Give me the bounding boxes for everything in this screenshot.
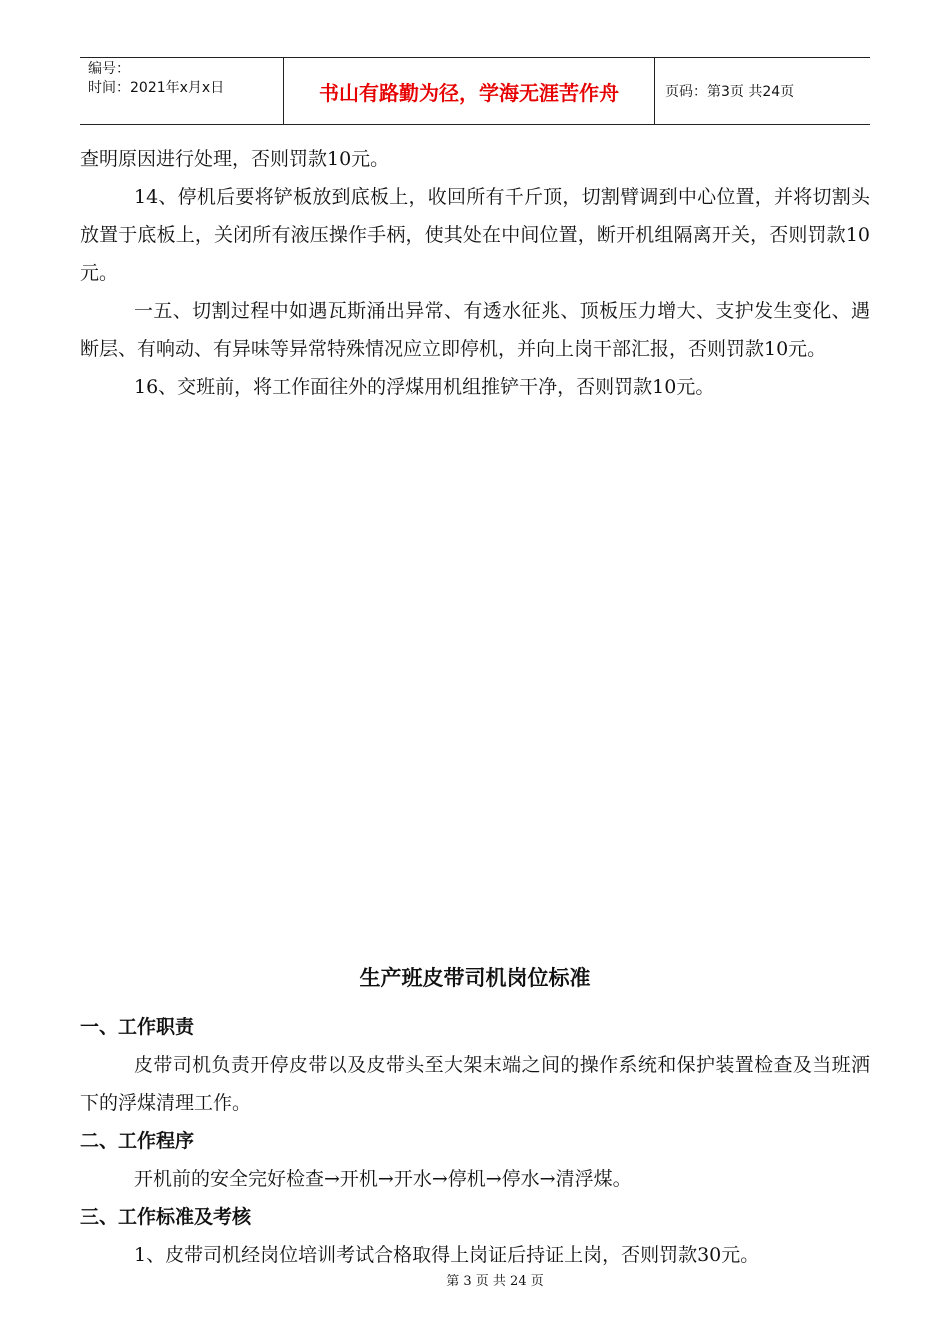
standard-item-1: 1、皮带司机经岗位培训考试合格取得上岗证后持证上岗，否则罚款30元。	[134, 1244, 760, 1266]
procedure-text: 开机前的安全完好检查→开机→开水→停机→停水→清浮煤。	[134, 1168, 632, 1190]
section-body	[80, 1008, 870, 1274]
document-number: 编号：	[88, 61, 130, 77]
header-motto: 书山有路勤为径，学海无涯苦作舟	[283, 58, 655, 124]
page-header	[80, 57, 870, 125]
duties-text: 皮带司机负责开停皮带以及皮带头至大架末端之间的操作系统和保护装置检查及当班洒下的浮煤清理工作。	[80, 1054, 870, 1114]
paragraph-15: 一五、切割过程中如遇瓦斯涌出异常、有透水征兆、顶板压力增大、支护发生变化、遇断层、有响动、有异味等异常特殊情况应立即停机，并向上岗干部汇报，否则罚款10元。	[80, 300, 870, 360]
section-title: 生产班皮带司机岗位标准	[359, 966, 591, 990]
header-meta	[80, 58, 283, 124]
paragraph-16: 16、交班前，将工作面往外的浮煤用机组推铲干净，否则罚款10元。	[134, 376, 715, 398]
paragraph-1: 查明原因进行处理，否则罚款10元。	[80, 148, 390, 170]
body-text	[80, 140, 870, 406]
page-footer: 第 3 页 共 24 页	[446, 1274, 544, 1289]
heading-duties: 一、工作职责	[80, 1016, 195, 1038]
paragraph-14: 14、停机后要将铲板放到底板上，收回所有千斤顶，切割臂调到中心位置，并将切割头放置于底板上，关闭所有液压操作手柄，使其处在中间位置，断开机组隔离开关，否则罚款10元。	[80, 186, 870, 284]
document-time: 时间：2021年x月x日	[88, 80, 225, 96]
heading-standards: 三、工作标准及考核	[80, 1206, 252, 1228]
header-page-info: 页码：第3页 共24页	[665, 84, 795, 100]
heading-procedure: 二、工作程序	[80, 1130, 195, 1152]
